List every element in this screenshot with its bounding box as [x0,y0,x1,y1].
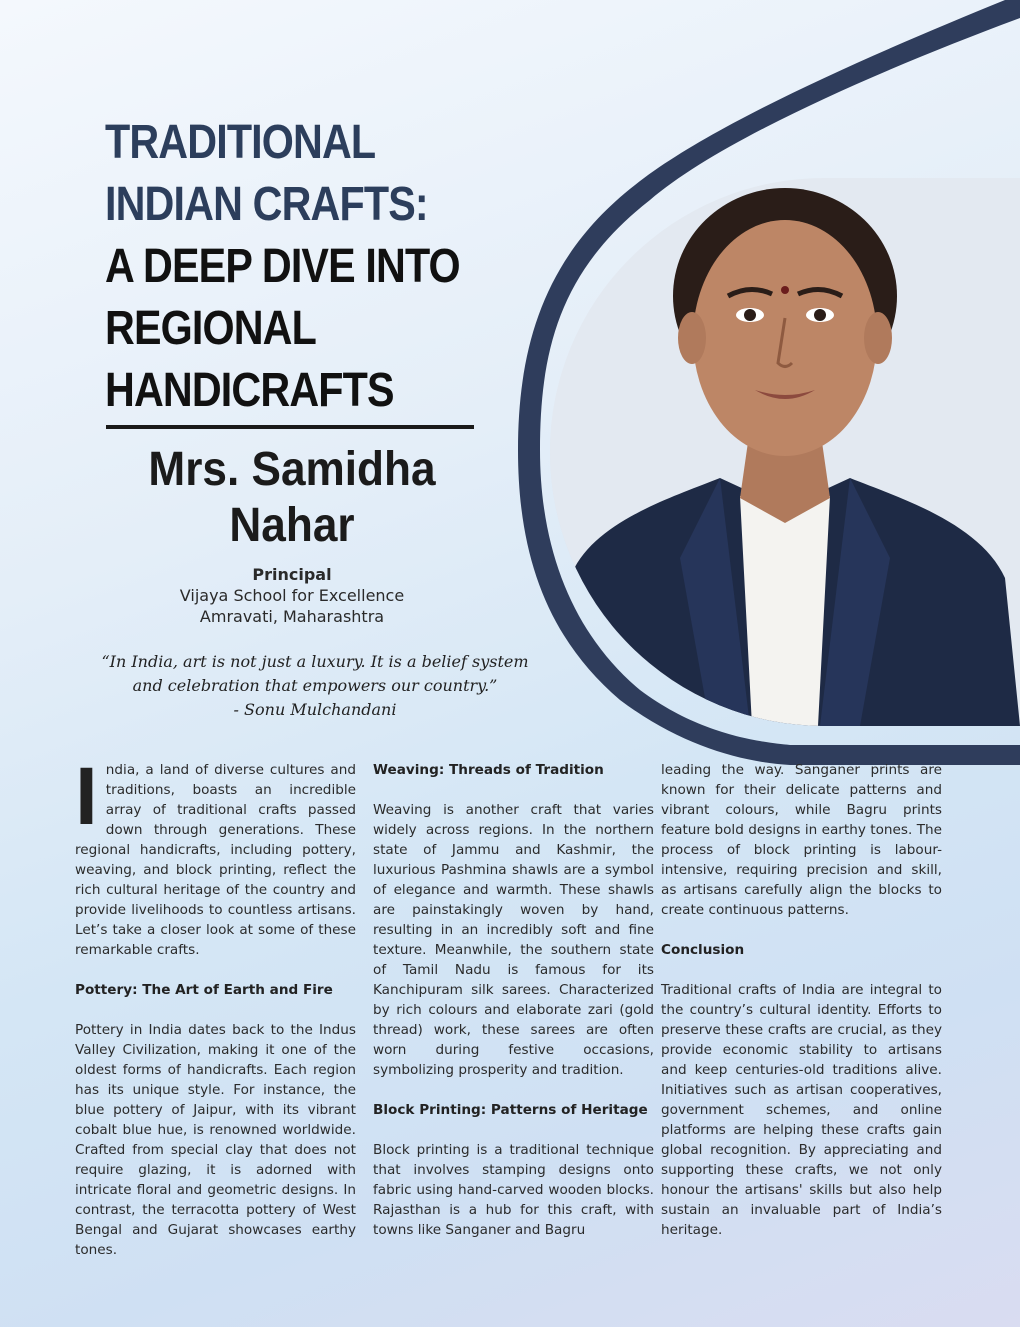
quote-line: “In India, art is not just a luxury. It is a belief system [101,652,529,671]
author-name-line2: Nahar [229,499,355,552]
title-line: HANDICRAFTS [105,364,394,417]
title-line: INDIAN CRAFTS: [105,178,428,231]
conclusion-paragraph: Traditional crafts of India are integral to the country’s cultural identity. Efforts to preserve these crafts are crucial, as they provide economic stability to artisans and keep centuries-old traditions alive. Initiatives such as artisan cooperatives, government schemes, and online platforms are helping these crafts gain global recognition. By appreciating and supporting these crafts, we not only honour the artisans' skills but also help sustain an invaluable part of India’s heritage. [661,982,942,1238]
title-divider [106,425,474,429]
article-title [105,112,485,422]
author-role: Principal [252,565,332,584]
author-school: Vijaya School for Excellence [179,586,405,605]
intro-paragraph [75,751,356,960]
section-heading-pottery: Pottery: The Art of Earth and Fire [75,982,333,998]
article-column-1 [75,751,356,1280]
intro-text: ndia, a land of diverse cultures and traditions, boasts an incredible array of traditional crafts passed down through generations. These regional handicrafts, including pottery, weaving, and block printing, reflect the rich cultural heritage of the country and provide livelihoods to countless artisans. Let’s take a closer look at some of these remarkable crafts. [75,762,356,958]
quote-attribution: - Sonu Mulchandani [233,700,397,719]
title-line: REGIONAL [105,302,316,355]
section-heading-weaving: Weaving: Threads of Tradition [373,762,604,778]
pull-quote [80,650,550,722]
weaving-paragraph: Weaving is another craft that varies widely across regions. In the northern state of Jammu and Kashmir, the luxurious Pashmina shawls are a symbol of elegance and warmth. These shawls are painstakingly woven by hand, resulting in an incredibly soft and fine texture. Meanwhile, the southern state of Tamil Nadu is famous for its Kanchipuram silk sarees. Characterized by rich colours and elaborate zari (gold thread) work, these sarees are often worn during festive occasions, symbolizing prosperity and tradition. [373,802,654,1078]
drop-cap: I [75,751,98,842]
section-heading-block-printing: Block Printing: Patterns of Heritage [373,1102,648,1118]
article-column-2 [373,760,654,1260]
title-line: TRADITIONAL [105,116,376,169]
author-block [100,442,484,627]
block-printing-paragraph: Block printing is a traditional technique that involves stamping designs onto fabric using hand-carved wooden blocks. Rajasthan is a hub for this craft, with towns like Sanganer and Bagru [373,1142,654,1238]
author-location: Amravati, Maharashtra [199,607,385,626]
quote-line: and celebration that empowers our country.” [132,676,498,695]
block-printing-continued: leading the way. Sanganer prints are known for their delicate patterns and vibrant colours, while Bagru prints feature bold designs in earthy tones. The process of block printing is labour-intensive, requiring precision and skill, as artisans carefully align the blocks to create continuous patterns. [661,762,942,918]
pottery-paragraph: Pottery in India dates back to the Indus Valley Civilization, making it one of the oldest forms of handicrafts. Each region has its unique style. For instance, the blue pottery of Jaipur, with its vibrant cobalt blue hue, is renowned worldwide. Crafted from special clay that does not require glazing, it is adorned with intricate floral and geometric designs. In contrast, the terracotta pottery of West Bengal and Gujarat showcases earthy tones. [75,1022,356,1258]
article-column-3 [661,760,942,1260]
author-details [100,564,484,627]
author-name-line1: Mrs. Samidha [148,443,436,496]
title-line: A DEEP DIVE INTO [105,240,460,293]
section-heading-conclusion: Conclusion [661,942,745,958]
